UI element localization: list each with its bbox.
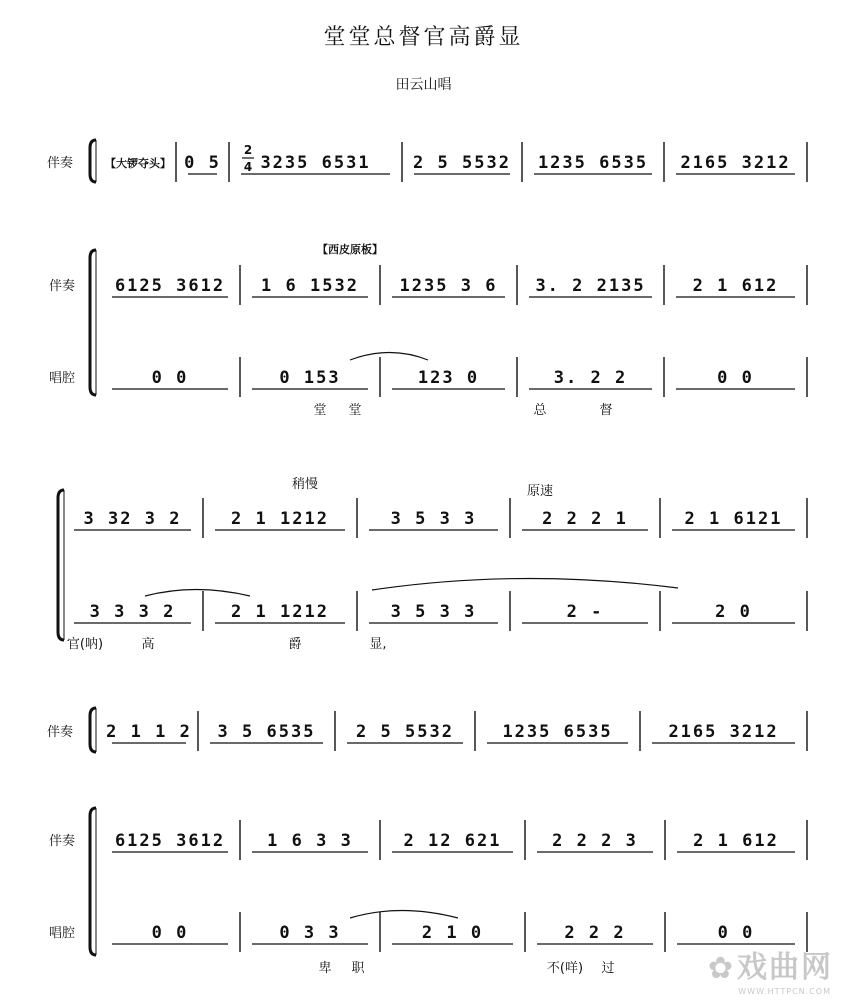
lyric-syllable: 官(呐) — [66, 637, 104, 652]
lyric-syllable: 堂 — [313, 403, 327, 418]
lyric-syllable: 卑 — [318, 961, 332, 976]
lyric-syllable: 堂 — [348, 403, 362, 418]
phrase-slur — [350, 911, 458, 919]
part-label: 伴奏 — [48, 834, 76, 849]
measure-notes: 0 0 — [151, 368, 189, 388]
measure-notes: 2 2 2 1 — [542, 509, 628, 529]
part-label: 唱腔 — [48, 371, 76, 386]
lyric-syllable: 显, — [369, 637, 387, 652]
time-sig-top: 2 — [243, 143, 253, 157]
measure-notes: 2 0 — [715, 602, 752, 622]
measure-notes: 0 0 — [717, 368, 754, 388]
tempo-slower-marking: 稍慢 — [291, 477, 319, 492]
system-bracket — [90, 708, 96, 752]
measure-notes: 2 - — [566, 602, 604, 622]
gong-marking: 【大锣夺头】 — [105, 157, 171, 170]
system-bracket — [90, 250, 96, 395]
measure-notes: 3235 6531 — [260, 153, 371, 173]
phrase-slur — [350, 353, 428, 361]
measure-notes: 6125 3612 — [114, 276, 226, 296]
measure-notes: 3 32 3 2 — [83, 509, 182, 529]
lyric-syllable: 爵 — [288, 637, 302, 652]
system-bracket — [58, 490, 64, 640]
measure-notes: 2 5 5532 — [413, 153, 511, 173]
lyric-syllable: 职 — [351, 961, 365, 976]
measure-notes: 0 3 3 — [279, 923, 341, 943]
singer-credit: 田云山唱 — [395, 77, 452, 93]
part-label: 伴奏 — [48, 279, 76, 294]
part-label: 唱腔 — [48, 926, 76, 941]
lyric-syllable: 高 — [141, 637, 155, 652]
part-label: 伴奏 — [46, 725, 74, 740]
measure-notes: 2165 3212 — [668, 722, 779, 742]
time-sig-bottom: 4 — [243, 160, 253, 174]
part-label: 伴奏 — [46, 156, 74, 171]
phrase-slur — [372, 578, 678, 590]
measure-notes: 2 1 6121 — [684, 509, 783, 529]
phrase-slur — [145, 590, 250, 597]
lyric-syllable: 总 — [533, 403, 547, 418]
watermark-logo-icon: ✿ — [707, 951, 733, 986]
measure-notes: 2 1 1212 — [231, 602, 329, 622]
xipi-marking: 【西皮原板】 — [317, 243, 383, 256]
measure-notes: 2 2 2 — [564, 923, 626, 943]
measure-notes: 3 5 3 3 — [390, 602, 477, 622]
measure-notes: 2 1 612 — [692, 276, 779, 296]
measure-notes: 3 3 3 2 — [89, 602, 176, 622]
system-bracket — [90, 140, 96, 182]
measure-notes: 2165 3212 — [680, 153, 791, 173]
watermark-text: 戏曲网 — [737, 950, 833, 985]
measure-notes: 0 5 — [184, 153, 221, 173]
measure-notes: 1235 6535 — [502, 722, 613, 742]
measure-notes: 1 6 1532 — [261, 276, 359, 296]
lyric-syllable: 过 — [601, 961, 615, 976]
measure-notes: 0 0 — [717, 923, 755, 943]
measure-notes: 0 0 — [151, 923, 189, 943]
measure-notes: 3 5 6535 — [217, 722, 316, 742]
measure-notes: 1 6 3 3 — [267, 831, 353, 851]
watermark — [707, 942, 833, 996]
measure-notes: 6125 3612 — [114, 831, 226, 851]
song-title: 堂堂总督官高爵显 — [323, 25, 524, 50]
measure-notes: 2 1 1 2 — [106, 722, 192, 742]
measure-notes: 0 153 — [279, 368, 341, 388]
measure-notes: 2 12 621 — [403, 831, 502, 851]
lyric-syllable: 不(咩) — [546, 961, 584, 976]
measure-notes: 2 5 5532 — [356, 722, 454, 742]
system-bracket — [90, 808, 96, 955]
lyric-syllable: 督 — [599, 403, 613, 418]
measure-notes: 2 1 612 — [693, 831, 779, 851]
measure-notes: 3. 2 2 — [553, 368, 628, 388]
measure-notes: 2 1 0 — [421, 923, 484, 943]
watermark-url: WWW.HTTPCN.COM — [738, 987, 831, 996]
measure-notes: 2 2 2 3 — [552, 831, 638, 851]
measure-notes: 123 0 — [417, 368, 480, 388]
measure-notes: 2 1 1212 — [231, 509, 329, 529]
measure-notes: 3. 2 2135 — [535, 276, 646, 296]
measure-notes: 1235 6535 — [537, 153, 649, 173]
measure-notes: 3 5 3 3 — [390, 509, 477, 529]
measure-notes: 1235 3 6 — [399, 276, 498, 296]
tempo-resume-marking: 原速 — [526, 484, 554, 499]
